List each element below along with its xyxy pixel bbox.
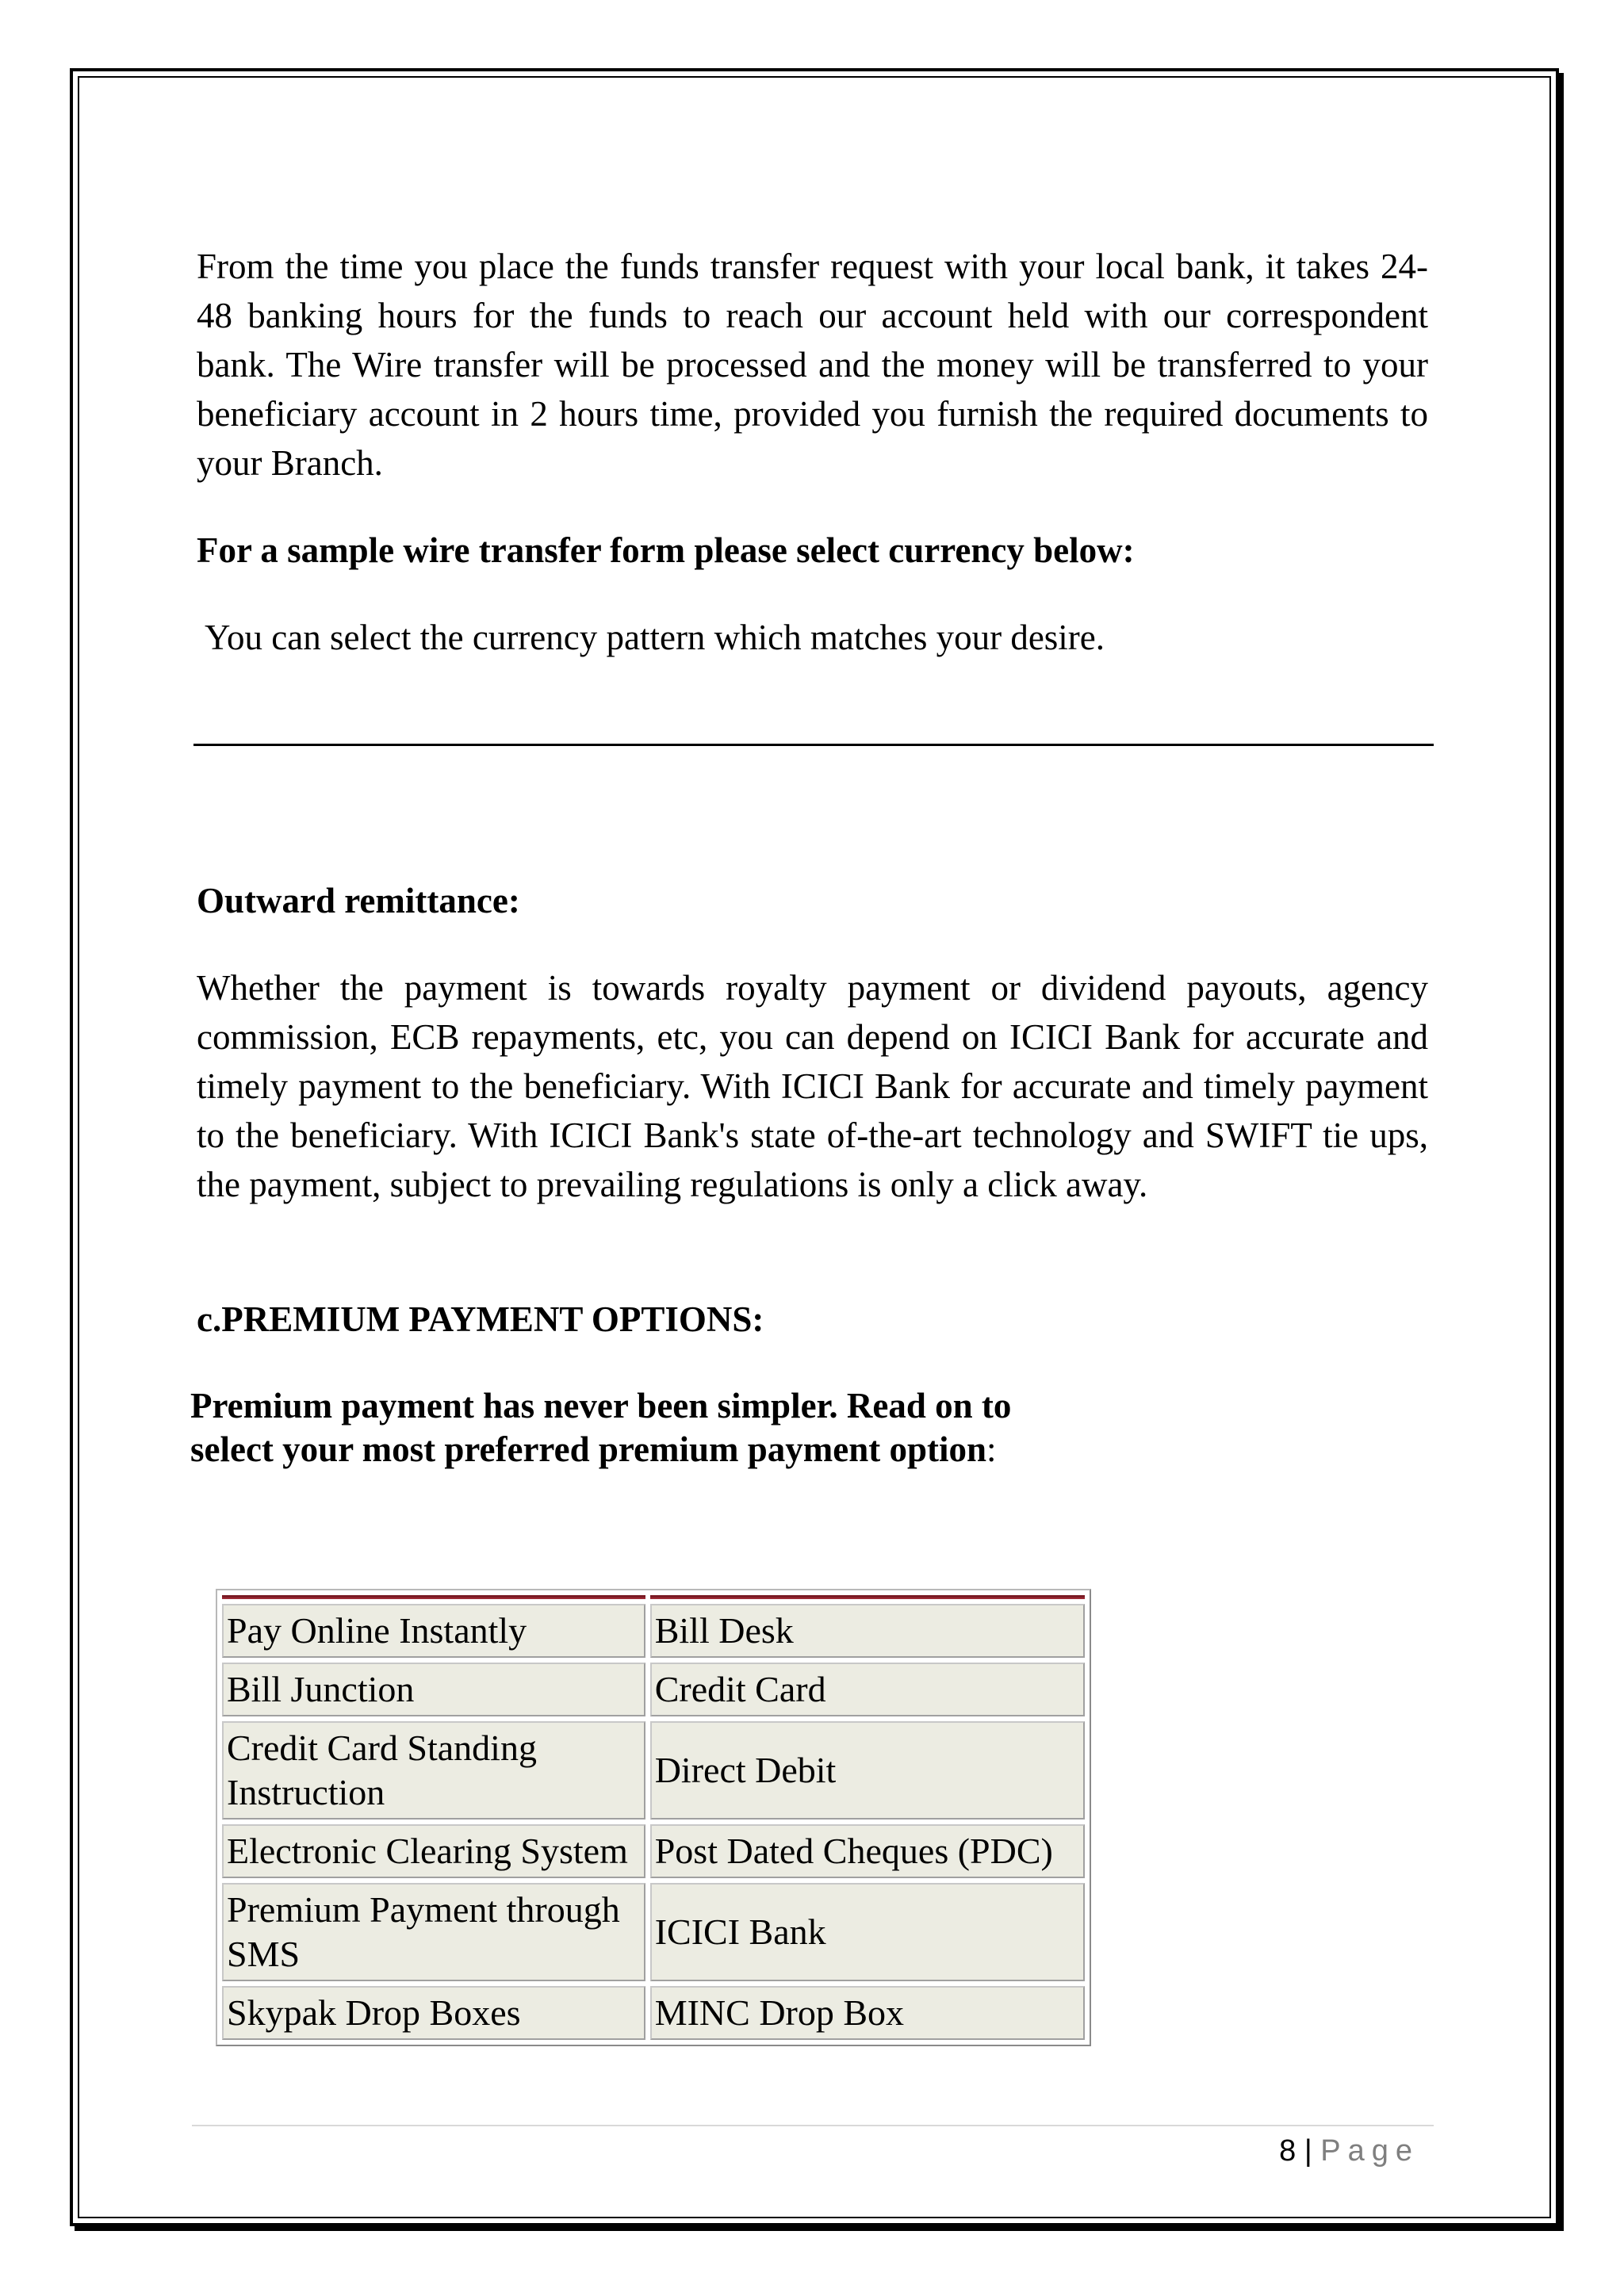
premium-options-table: [216, 1589, 1091, 2046]
outward-remittance-heading: Outward remittance:: [197, 881, 520, 920]
premium-intro-line1: Premium payment has never been simpler. Read on to: [190, 1386, 1012, 1425]
table-row: [222, 1883, 1085, 1981]
option-cell[interactable]: Bill Desk: [650, 1604, 1085, 1658]
table-row: [222, 1824, 1085, 1878]
premium-intro-line2: select your most preferred premium payment option: [190, 1429, 987, 1469]
table-header-bar: [222, 1595, 645, 1599]
currency-pattern-note: You can select the currency pattern which matches your desire.: [205, 618, 1105, 657]
option-cell[interactable]: Bill Junction: [222, 1663, 645, 1716]
section-divider: [193, 744, 1434, 746]
page-label: Page: [1320, 2134, 1419, 2168]
table-header-bar: [650, 1595, 1085, 1599]
option-cell[interactable]: Post Dated Cheques (PDC): [650, 1824, 1085, 1878]
option-cell[interactable]: Direct Debit: [650, 1721, 1085, 1820]
option-cell[interactable]: MINC Drop Box: [650, 1986, 1085, 2040]
funds-transfer-paragraph: From the time you place the funds transfer request with your local bank, it takes 24-48 banking hours for the funds to reach our account held with our correspondent bank. The Wire transfer will be processed and the money will be transferred to your beneficiary account in 2 hours time, provided you furnish the required documents to your Branch.: [197, 247, 1428, 483]
option-cell[interactable]: Credit Card: [650, 1663, 1085, 1716]
premium-options-heading: c.PREMIUM PAYMENT OPTIONS:: [197, 1299, 764, 1339]
option-cell[interactable]: Pay Online Instantly: [222, 1604, 645, 1658]
table-row: [222, 1604, 1085, 1658]
outward-remittance-paragraph: Whether the payment is towards royalty payment or dividend payouts, agency commission, ECB repayments, etc, you can depend on ICICI Bank for accurate and timely payment to the beneficiary. With ICICI Bank for accurate and timely payment to the beneficiary. With ICICI Bank's state of-the-art technology and SWIFT tie ups, the payment, subject to prevailing regulations is only a click away.: [197, 968, 1428, 1204]
option-cell[interactable]: Skypak Drop Boxes: [222, 1986, 645, 2040]
option-cell[interactable]: Premium Payment through SMS: [222, 1883, 645, 1981]
table-row: [222, 1721, 1085, 1820]
footer-separator: |: [1304, 2134, 1312, 2168]
table-row: [222, 1986, 1085, 2040]
table-row: [222, 1663, 1085, 1716]
footer-divider: [192, 2125, 1434, 2126]
table-header-row: [222, 1595, 1085, 1599]
option-cell[interactable]: ICICI Bank: [650, 1883, 1085, 1981]
sample-form-heading: For a sample wire transfer form please select currency below:: [197, 530, 1135, 570]
premium-intro-colon: :: [986, 1429, 997, 1469]
option-cell[interactable]: Electronic Clearing System: [222, 1824, 645, 1878]
page-footer: [1279, 2131, 1419, 2171]
premium-intro: [190, 1384, 1011, 1471]
option-cell[interactable]: Credit Card Standing Instruction: [222, 1721, 645, 1820]
page-number: 8: [1279, 2134, 1297, 2168]
